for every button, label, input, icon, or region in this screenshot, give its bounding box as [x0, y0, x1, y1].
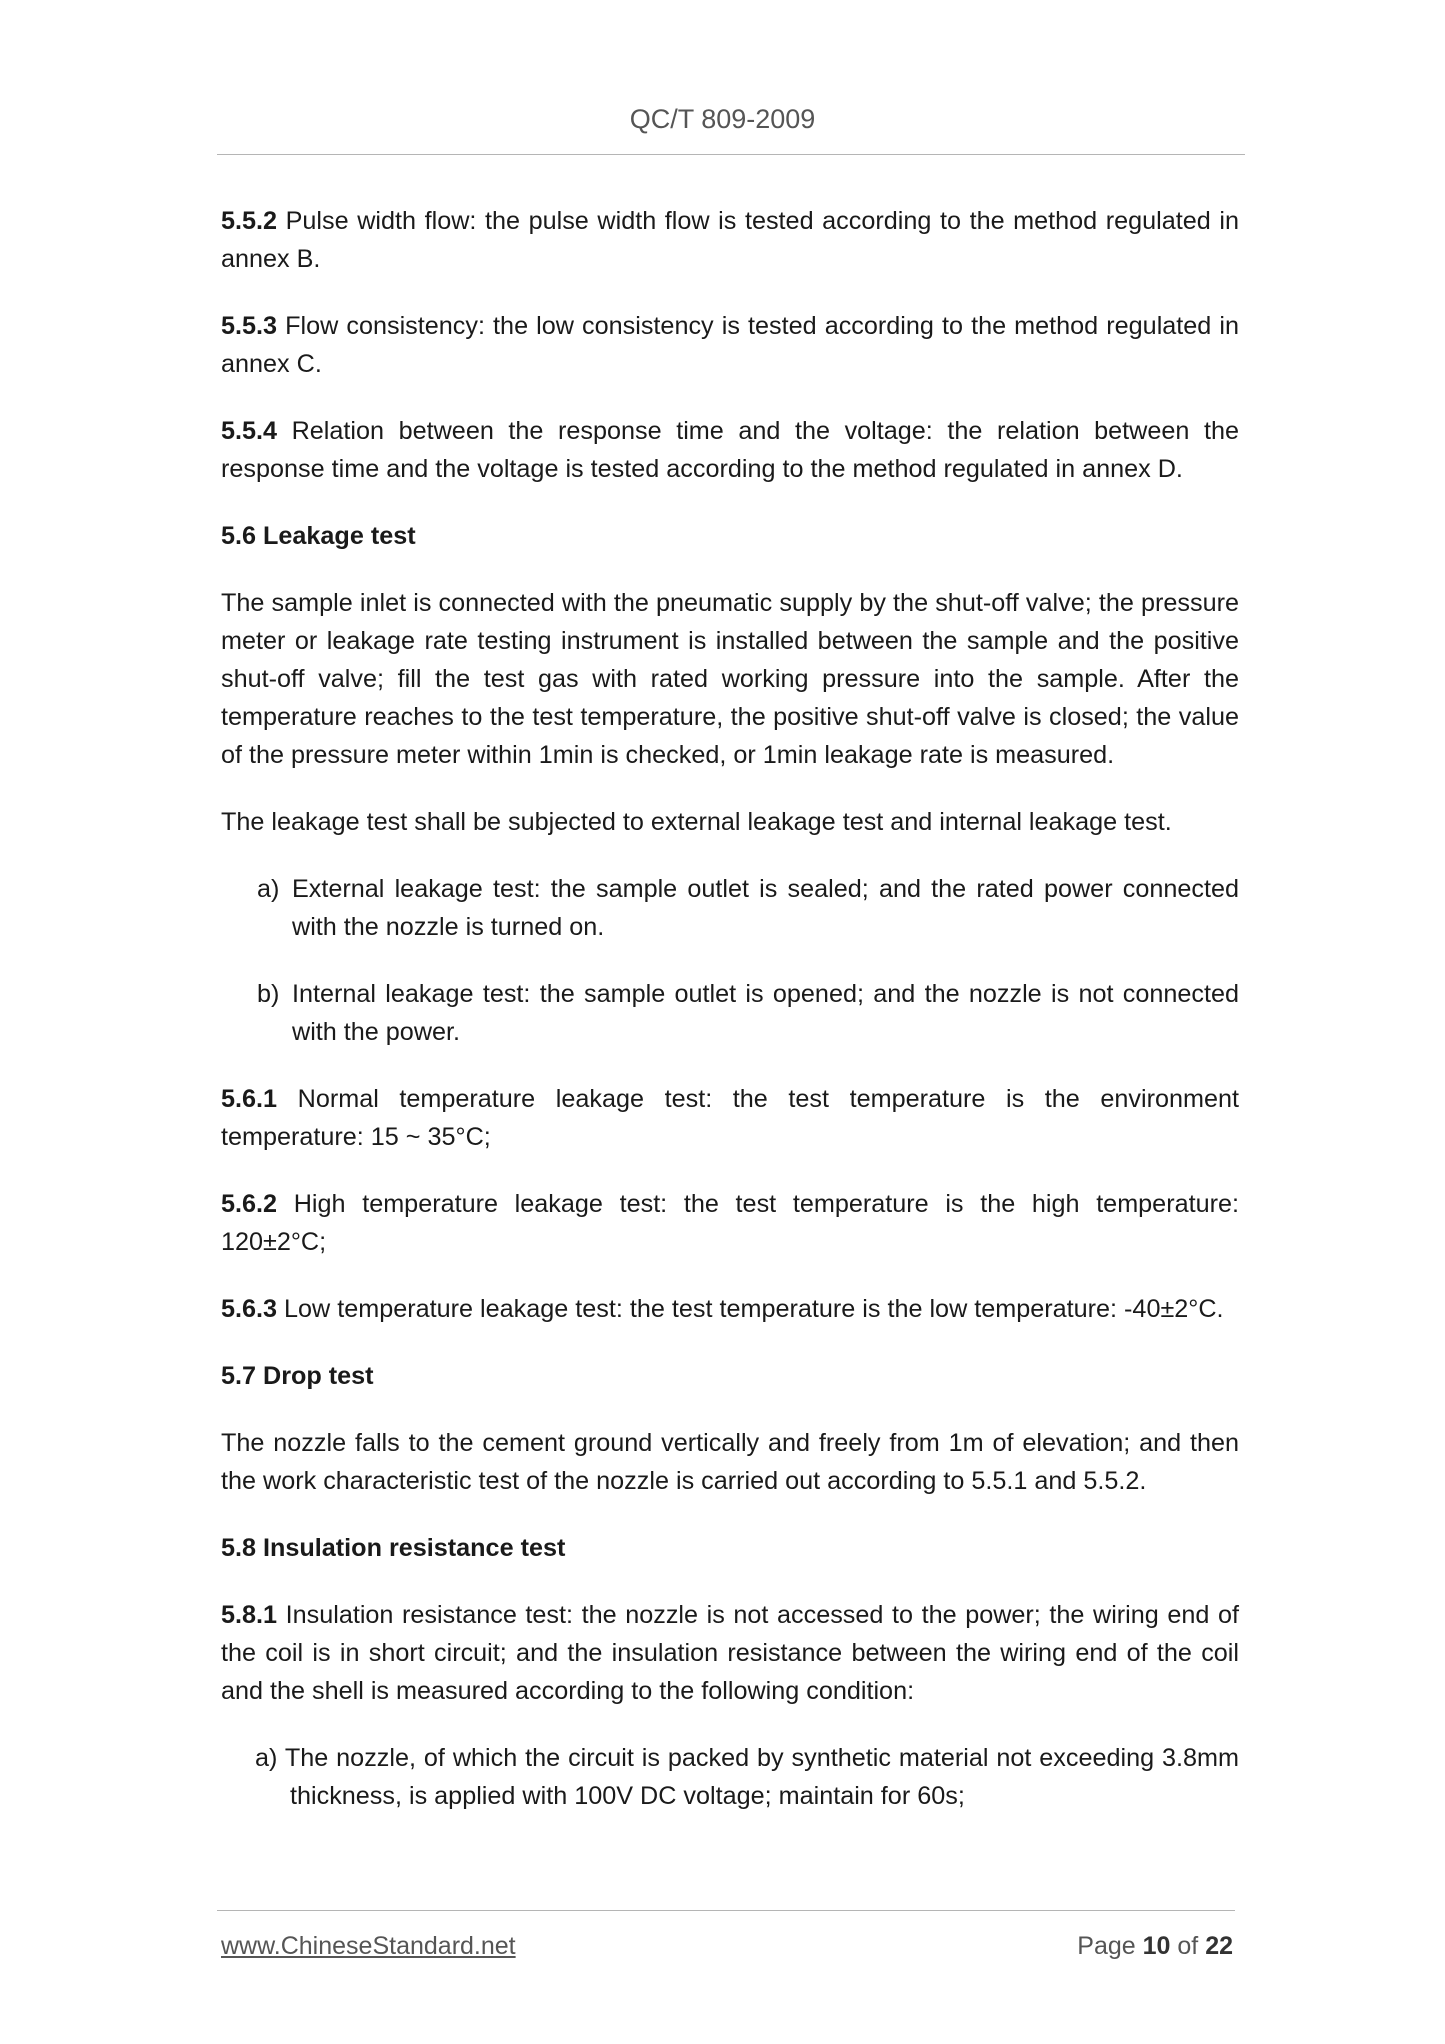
- list-label: a): [257, 875, 280, 903]
- footer-divider: [217, 1910, 1235, 1911]
- clause-text: High temperature leakage test: the test temperature is the high temperature: 120±2°C;: [221, 1190, 1239, 1256]
- list-text: Internal leakage test: the sample outlet is opened; and the nozzle is not connected with the power.: [292, 980, 1239, 1046]
- heading-5-7: 5.7 Drop test: [221, 1362, 374, 1390]
- clause-text: Flow consistency: the low consistency is tested according to the method regulated in annex C.: [221, 312, 1239, 378]
- list-text: External leakage test: the sample outlet is sealed; and the rated power connected with the nozzle is turned on.: [292, 875, 1239, 941]
- heading-5-6: 5.6 Leakage test: [221, 522, 416, 550]
- clause-5-8-1: [221, 1596, 1239, 1710]
- page-content: [221, 202, 1239, 1815]
- clause-number: 5.5.3: [221, 312, 278, 340]
- clause-5-5-3: [221, 307, 1239, 383]
- list-label: b): [257, 980, 280, 1008]
- heading-5-8: 5.8 Insulation resistance test: [221, 1534, 566, 1562]
- clause-text: Normal temperature leakage test: the test temperature is the environment temperature: 15 ~ 35°C;: [221, 1085, 1239, 1151]
- website-link[interactable]: www.ChineseStandard.net: [221, 1932, 516, 1960]
- page-number: [1077, 1932, 1233, 1961]
- paragraph-leakage-types: The leakage test shall be subjected to external leakage test and internal leakage test.: [221, 808, 1172, 836]
- header-divider: [217, 154, 1245, 155]
- clause-text: Pulse width flow: the pulse width flow is tested according to the method regulated in annex B.: [221, 207, 1239, 273]
- clause-5-6-1: [221, 1080, 1239, 1156]
- list-item: [257, 870, 1239, 946]
- clause-text: Low temperature leakage test: the test temperature is the low temperature: -40±2°C.: [277, 1295, 1224, 1323]
- total-pages: 22: [1205, 1932, 1233, 1960]
- clause-number: 5.5.2: [221, 207, 278, 235]
- clause-number: 5.8.1: [221, 1601, 278, 1629]
- clause-text: Insulation resistance test: the nozzle is not accessed to the power; the wiring end of the coil is in short circuit; and the insulation resistance between the wiring end of the coil and the shell is measured according to the following condition:: [221, 1601, 1239, 1705]
- clause-5-5-2: [221, 202, 1239, 278]
- clause-5-6-3: [221, 1290, 1239, 1328]
- clause-number: 5.6.2: [221, 1190, 278, 1218]
- clause-number: 5.6.1: [221, 1085, 278, 1113]
- clause-5-5-4: [221, 412, 1239, 488]
- list-item-insulation-a: a) The nozzle, of which the circuit is packed by synthetic material not exceeding 3.8mm thickness, is applied with 100V DC voltage; maintain for 60s;: [255, 1744, 1239, 1810]
- page-middle: of: [1170, 1932, 1206, 1960]
- leakage-test-list: [257, 870, 1239, 1051]
- clause-number: 5.5.4: [221, 417, 278, 445]
- clause-5-6-2: [221, 1185, 1239, 1261]
- clause-number: 5.6.3: [221, 1295, 278, 1323]
- page-header: QC/T 809-2009: [629, 104, 816, 134]
- paragraph-drop-test: The nozzle falls to the cement ground vertically and freely from 1m of elevation; and then the work characteristic test of the nozzle is carried out according to 5.5.1 and 5.5.2.: [221, 1429, 1239, 1495]
- list-item: [257, 975, 1239, 1051]
- current-page: 10: [1142, 1932, 1171, 1960]
- clause-text: Relation between the response time and the voltage: the relation between the response time and the voltage is tested according to the method regulated in annex D.: [221, 417, 1239, 483]
- paragraph-leakage-procedure: The sample inlet is connected with the pneumatic supply by the shut-off valve; the pressure meter or leakage rate testing instrument is installed between the sample and the positive shut-off valve; fill the test gas with rated working pressure into the sample. After the temperature reaches to the test temperature, the positive shut-off valve is closed; the value of the pressure meter within 1min is checked, or 1min leakage rate is measured.: [221, 589, 1239, 769]
- page-prefix: Page: [1077, 1932, 1143, 1960]
